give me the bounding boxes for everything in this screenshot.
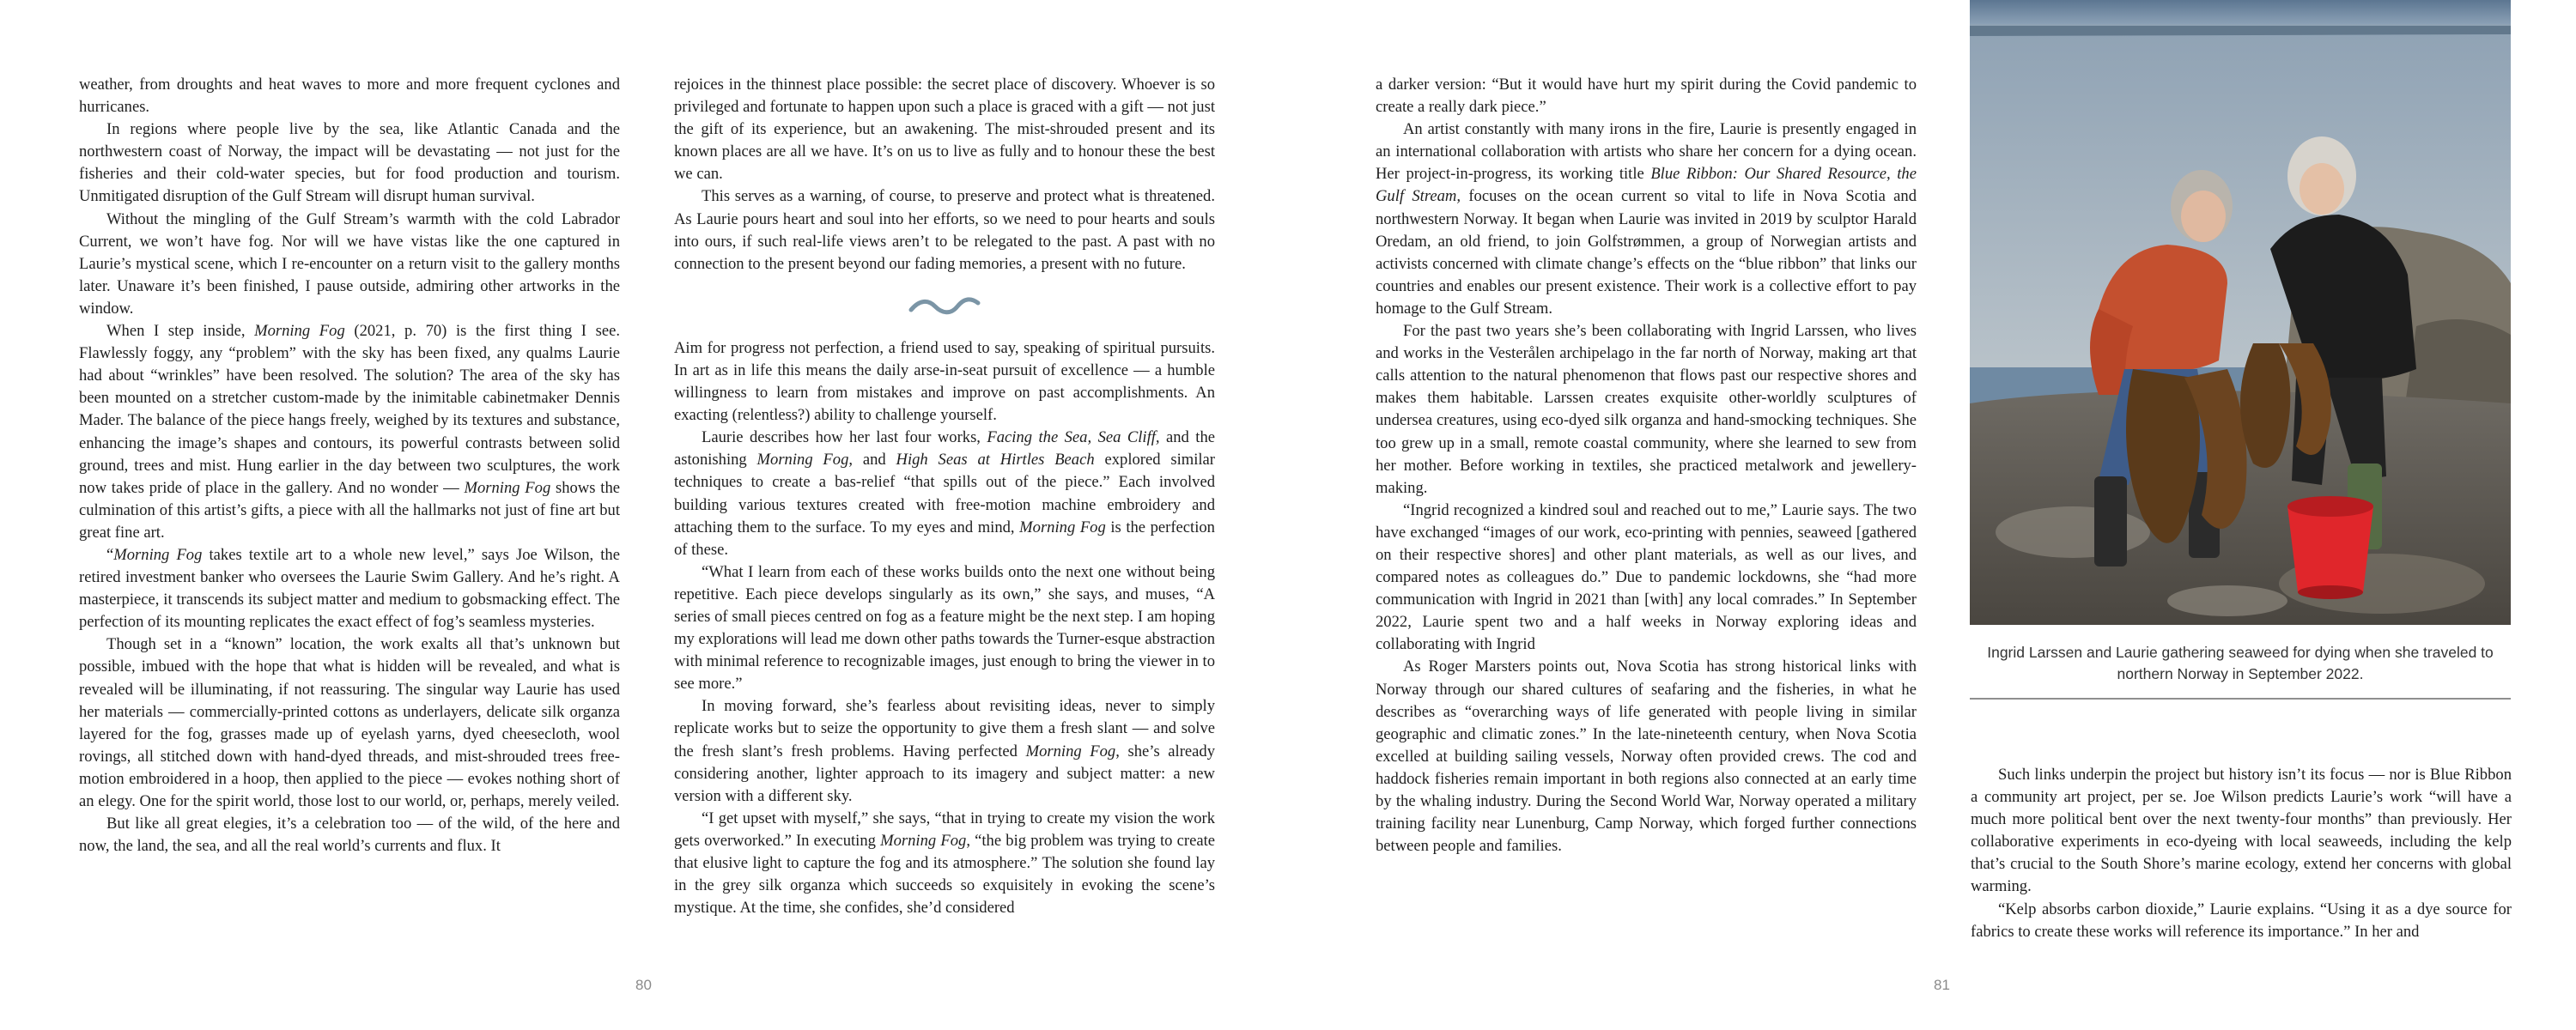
paragraph: Without the mingling of the Gulf Stream’s warmth with the cold Labrador Current, we won’t have fog. Nor will we have vistas like the one captured in Laurie’s mystical scene, which I re-encounter on a return visit to the gallery months later. Unaware it’s been finished, I pause outside, admiring other artworks in the window. [79, 209, 620, 318]
text-run: Laurie describes how her last four works, [702, 428, 987, 447]
text-run: (2021, p. 70) is the first thing I see. Flawlessly foggy, any “problem” with the sky has been fixed, any qualms Laurie had about “wrinkles” have been resolved. The solution? The area of the sky has been mounted on a stretcher custom-made by the inimitable cabinetmaker Dennis Mader. The balance of the piece hangs freely, weighed by its textures and substance, enhancing the image’s shapes and contours, its powerful contrasts between solid ground, trees and mist. Hung earlier in the day between two sculptures, the work now takes pride of place in the gallery. And no wonder — [79, 322, 620, 497]
paragraph: But like all great elegies, it’s a celebration too — of the wild, of the here and now, the land, the sea, and all the real world’s currents and flux. It [79, 815, 620, 856]
right-page-column-1 [1376, 74, 1917, 857]
left-page-column-2 [674, 74, 1215, 919]
artwork-title: Morning Fog [254, 322, 345, 341]
page-number: 81 [1934, 977, 1950, 993]
text-run: , and [848, 451, 896, 470]
left-page-column-1 [79, 74, 620, 857]
project-title: Blue Ribbon: Our Shared Resource, the Gulf Stream, [1376, 165, 1917, 206]
paragraph [79, 320, 620, 544]
section-break-wave-icon [906, 291, 983, 320]
text-run: and the astonishing [674, 428, 1215, 470]
artwork-title: Morning Fog [1025, 742, 1116, 760]
seaweed-gathering-photo [1970, 0, 2511, 625]
paragraph [674, 427, 1215, 561]
paragraph: weather, from droughts and heat waves to more and more frequent cyclones and hurricanes. [79, 76, 620, 117]
text-run: “I get upset with myself,” she says, “that in trying to create my vision the work gets overworked.” In executing [674, 809, 1215, 850]
paragraph: As Roger Marsters points out, Nova Scotia has strong historical links with Norway through our shared cultures of seafaring and the fisheries, in what he describes as “overarching ways of life generated with people living in similar geographic and climatic zones.” In the late-nineteenth century, when Nova Scotia excelled at building sailing vessels, Norway often provided crews. The cod and haddock fisheries remain important in both regions also connected at an early time by the whaling industry. During the Second World War, Norway operated a military training facility near Lunenburg, Camp Norway, which forged further connections between people and families. [1376, 657, 1917, 856]
paragraph: “Ingrid recognized a kindred soul and reached out to me,” Laurie says. The two have exchanged “images of our work, eco-printing with pennies, seaweed [gathered on their respective shores] and other plant materials, as well as our lives, and compared notes as colleagues do.” Due to pandemic lockdowns, she “had more communication with Ingrid in 2021 than [with] any local comrades.” In September 2022, Laurie spent two and a half weeks in Norway exploring ideas and collaborating with Ingrid [1376, 500, 1917, 654]
artwork-title: Morning Fog [1019, 518, 1106, 536]
photo-illustration [1970, 0, 2511, 625]
paragraph: “What I learn from each of these works builds onto the next one without being repetitive. Each piece develops singularly as its own,” she says, and muses, “A series of small pieces centred on fog as a feature might be the next step. I am hoping my explorations will lead me down other paths towards the Turner-esque abstraction with minimal reference to recognizable images, just enough to bring the viewer in to see more.” [674, 562, 1215, 694]
text-run: “ [106, 545, 114, 564]
artwork-title: Morning Fog [464, 478, 551, 497]
paragraph: a darker version: “But it would have hurt my spirit during the Covid pandemic to create a really dark piece.” [1376, 76, 1917, 117]
artwork-title: Morning Fog [113, 545, 203, 564]
page-number: 80 [635, 977, 652, 993]
artwork-title: High Seas at Hirtles Beach [896, 451, 1095, 470]
text-run: takes textile art to a whole new level,” says Joe Wilson, the retired investment banker who oversees the Laurie Swim Gallery. And he’s right. A masterpiece, it transcends its subject matter and medium to gobsmacking effect. The perfection of its mounting replicates the exact effect of fog’s seamless mysteries. [79, 545, 620, 632]
text-run: focuses on the ocean current so vital to life in Nova Scotia and northwestern Norway. It began when Laurie was invited in 2019 by sculptor Harald Oredam, an old friend, to join Golfstrømmen, a group of Norwegian artists and activists concerned with climate change’s effects on the “blue ribbon” that links our countries and enables our present existence. Their work is a collective effort to pay homage to the Gulf Stream. [1376, 187, 1917, 318]
paragraph: “Kelp absorbs carbon dioxide,” Laurie explains. “Using it as a dye source for fabrics to create these works will reference its importance.” In her and [1971, 900, 2512, 941]
paragraph [79, 544, 620, 633]
text-run: When I step inside, [106, 322, 255, 341]
paragraph: Aim for progress not perfection, a friend used to say, speaking of spiritual pursuits. In art as in life this means the daily arse-in-seat pursuit of excellence — a humble willingness to learn from mistakes and improve on past accomplishments. An exacting (relentless?) ability to challenge yourself. [674, 338, 1215, 425]
text-run: shows the culmination of this artist’s gifts, a piece with all the hallmarks not just of fine art but great fine art. [79, 478, 620, 542]
text-run: An artist constantly with many irons in the fire, Laurie is presently engaged in an international collaboration with artists who share her concern for a dying ocean. Her project-in-progress, its working title [1376, 120, 1917, 184]
paragraph: Such links underpin the project but history isn’t its focus — nor is Blue Ribbon a community art project, per se. Joe Wilson predicts Laurie’s work “will have a much more political bent over the next twenty-four months” than previously. Her collaborative experiments in eco-dyeing with local seaweeds, including the kelp that’s crucial to the South Shore’s marine ecology, extend her concerns with global warming. [1971, 766, 2512, 896]
text-run: In moving forward, she’s fearless about revisiting ideas, never to simply replicate works but to seize the opportunity to give them a fresh slant — and solve the fresh slant’s fresh problems. Having perfected [674, 697, 1215, 760]
photo-caption: Ingrid Larssen and Laurie gathering seaweed for dying when she traveled to northern Norway in September 2022. [1987, 644, 2494, 682]
artwork-title: Facing the Sea, Sea Cliff, [987, 428, 1160, 447]
paragraph: For the past two years she’s been collaborating with Ingrid Larssen, who lives and works in the Vesterålen archipelago in the far north of Norway, making art that calls attention to the natural phenomenon that flows past our respective shores and makes them habitable. Larssen creates exquisite other-worldly sculptures of undersea creatures, using eco-dyed silk organza and hand-smocking techniques. She too grew up in a small, remote coastal community, where she learned to sew from her mother. Before working in textiles, she practiced metalwork and jewellery-making. [1376, 322, 1917, 497]
artwork-title: Morning Fog [756, 451, 849, 470]
text-run: , she’s already considering another, lighter approach to its imagery and subject matter: a new version with a different sky. [674, 742, 1215, 805]
paragraph: rejoices in the thinnest place possible: the secret place of discovery. Whoever is so privileged and fortunate to happen upon such a place is graced with a gift — not just the gift of its experience, but an awakening. The mist-shrouded present and its known places are all we have. It’s on us to live as fully and to honour these the best we can. [674, 76, 1215, 184]
caption-divider [1970, 698, 2511, 700]
paragraph: This serves as a warning, of course, to preserve and protect what is threatened. As Laurie pours heart and soul into her efforts, so we need to pour hearts and souls into ours, if such real-life views aren’t to be relegated to the past. A past with no connection to the present beyond our fading memories, a present with no future. [674, 187, 1215, 273]
paragraph: In regions where people live by the sea, like Atlantic Canada and the northwestern coast of Norway, the impact will be devastating — not just for the fisheries and their cold-water species, but for food production and tourism. Unmitigated disruption of the Gulf Stream will disrupt human survival. [79, 120, 620, 206]
text-run: explored similar techniques to create a bas-relief “that spills out of the piece.” Each involved building various textures created with free-motion machine embroidery and attaching them to the surface. To my eyes and mind, [674, 451, 1215, 536]
right-page-column-2 [1971, 764, 2512, 943]
text-run: is the perfection of these. [674, 518, 1215, 559]
artwork-title: Morning Fog [880, 831, 967, 850]
paragraph [1376, 118, 1917, 320]
paragraph [674, 808, 1215, 919]
paragraph: Though set in a “known” location, the work exalts all that’s unknown but possible, imbued with the hope that what is hidden will be revealed, and what is revealed will be illuminating, if not reassuring. The singular way Laurie has used her materials — commercially-printed cottons as underlayers, delicate silk organza layered for the fog, grasses made up of eyelash yarns, dyed cheesecloth, wool rovings, all stitched down with hand-dyed threads, and mist-shrouded trees free-motion embroidered in a hoop, then applied to the piece — evokes nothing short of an elegy. One for the spirit world, those lost to our world, or, perhaps, merely veiled. [79, 635, 620, 810]
text-run: , “the big problem was trying to create that elusive light to capture the fog and its atmosphere.” The solution she found lay in the grey silk organza which succeeds so exquisitely in evoking the scene’s mystique. At the time, she confides, she’d considered [674, 831, 1216, 918]
right-page [1288, 0, 2576, 1030]
paragraph [674, 695, 1215, 807]
